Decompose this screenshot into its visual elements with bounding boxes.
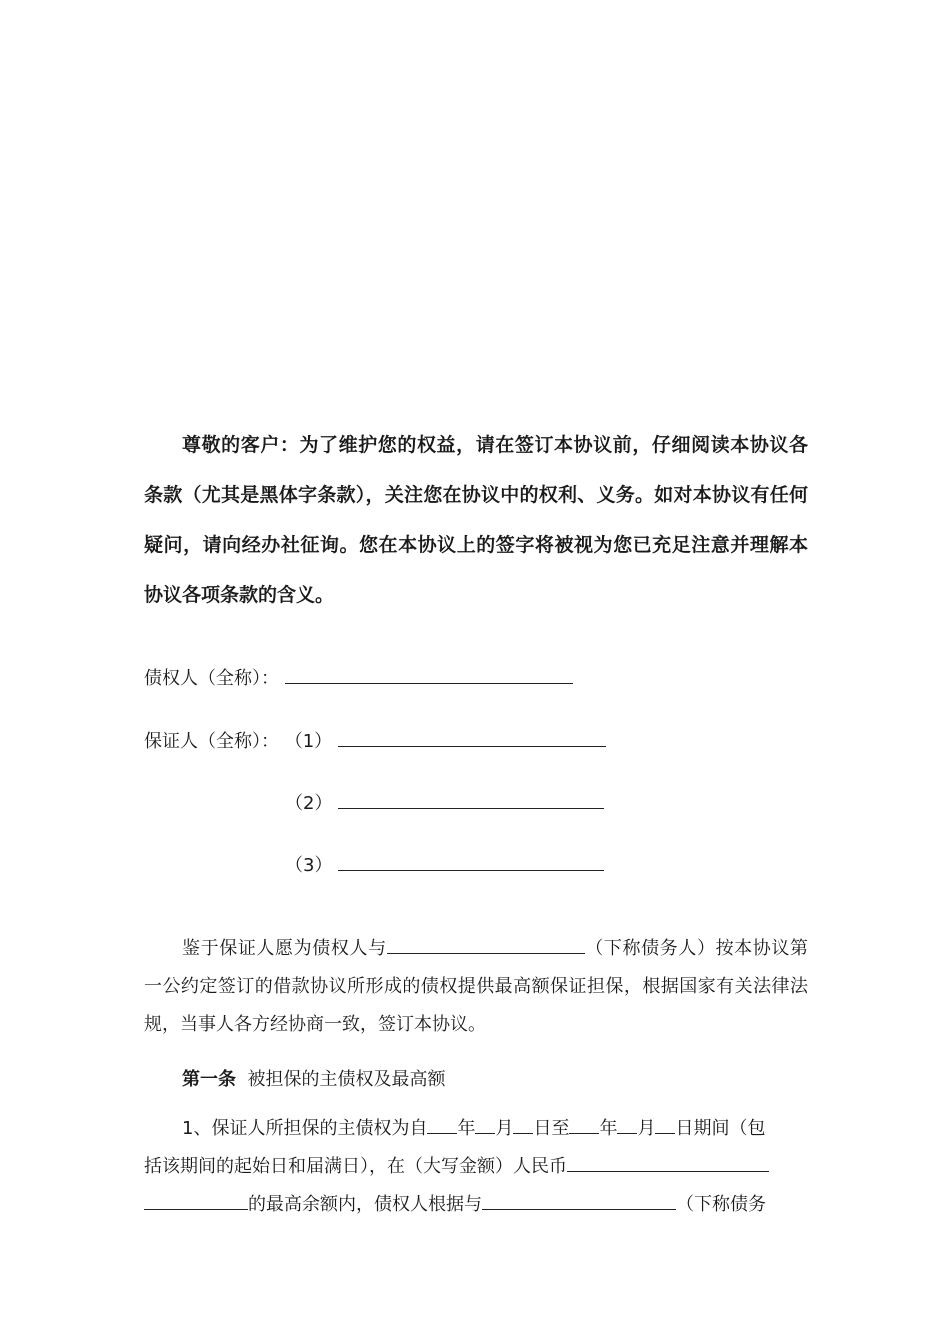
clause-1-text: 1、保证人所担保的主债权为自	[182, 1118, 428, 1139]
intro-part-a: 鉴于保证人愿为债权人与	[182, 938, 387, 959]
intro-paragraph	[144, 930, 808, 1044]
intro-part-b: （下称债务人）按本协议	[584, 938, 791, 959]
creditor-field	[144, 664, 573, 690]
debtor-blank-2[interactable]	[482, 1191, 676, 1210]
start-day-blank[interactable]	[513, 1115, 533, 1134]
debtor-blank[interactable]	[387, 935, 585, 954]
day-to-label: 日至	[533, 1118, 570, 1139]
guarantor-field-1	[144, 727, 606, 753]
guarantor-2-blank[interactable]	[338, 790, 604, 809]
guarantor-label: 保证人（全称）：	[144, 731, 279, 752]
notice-paragraph: 尊敬的客户：为了维护您的权益，请在签订本协议前，仔细阅读本协议各条款（尤其是黑体字条款），关注您在协议中的权利、义务。如对本协议有任何疑问，请向经办社征询。您在本协议上的签字将被视为您已充足注意并理解本协议各项条款的含义。	[144, 434, 808, 606]
month-label: 月	[495, 1118, 514, 1139]
amount-blank-1[interactable]	[567, 1153, 769, 1172]
end-month-blank[interactable]	[617, 1115, 637, 1134]
clause-1-line-2	[144, 1152, 769, 1178]
end-year-blank[interactable]	[569, 1115, 599, 1134]
start-year-blank[interactable]	[427, 1115, 457, 1134]
article-1-title: 第一条	[182, 1069, 236, 1090]
clause-1-line-3	[144, 1190, 766, 1216]
guarantor-1-number: （1）	[284, 731, 333, 752]
article-1-name: 被担保的主债权及最高额	[247, 1069, 446, 1090]
creditor-label: 债权人（全称）：	[144, 668, 279, 689]
month-label: 月	[637, 1118, 656, 1139]
guarantor-field-2	[285, 789, 604, 815]
start-month-blank[interactable]	[475, 1115, 495, 1134]
intro-rest: 第一公约定签订的借款协议所形成的债权提供最高额保证担保，根据国家有关法律法规，当事人各方经协商一致，签订本协议。	[144, 938, 809, 1035]
clause-1-debtor-text: （下称债务	[676, 1194, 766, 1215]
guarantor-field-3	[285, 851, 604, 877]
article-1-heading	[144, 1065, 445, 1091]
end-day-blank[interactable]	[655, 1115, 675, 1134]
clause-1-amount-text: 括该期间的起始日和届满日），在（大写金额）人民币	[144, 1156, 567, 1177]
creditor-blank[interactable]	[285, 665, 573, 684]
guarantor-3-blank[interactable]	[338, 852, 604, 871]
year-label: 年	[457, 1118, 476, 1139]
clause-1-line-1	[144, 1114, 765, 1140]
guarantor-3-number: （3）	[285, 855, 333, 876]
amount-blank-2[interactable]	[144, 1191, 248, 1210]
day-period-label: 日期间（包	[675, 1118, 766, 1139]
year-label: 年	[599, 1118, 618, 1139]
guarantor-2-number: （2）	[285, 793, 333, 814]
guarantor-1-blank[interactable]	[338, 728, 606, 747]
clause-1-max-text: 的最高余额内，债权人根据与	[248, 1194, 482, 1215]
